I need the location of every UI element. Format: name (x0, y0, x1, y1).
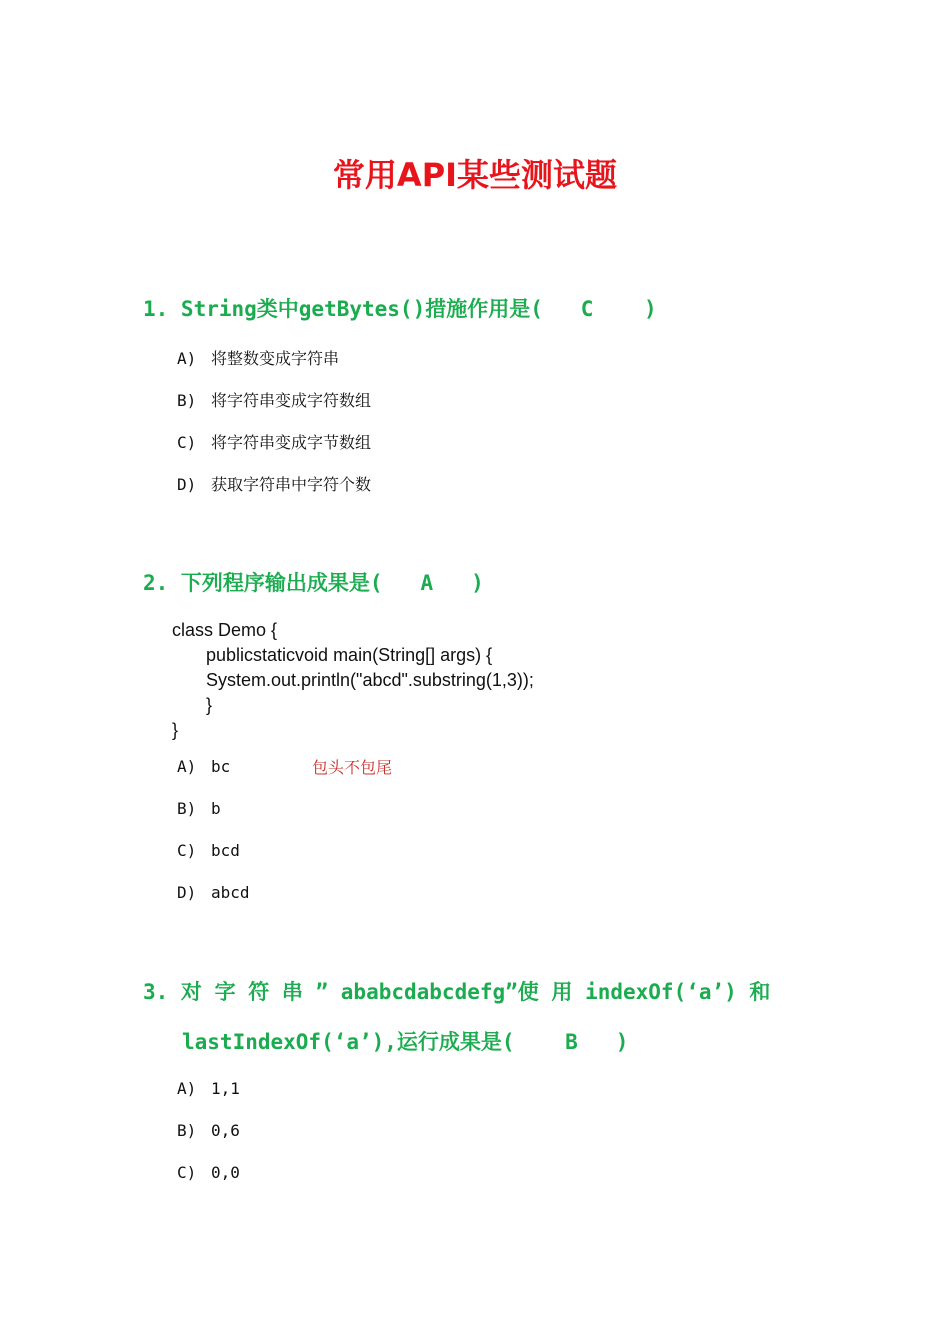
option-key: C) (177, 433, 197, 452)
option-key: D) (177, 883, 197, 902)
option-key: C) (177, 1163, 197, 1182)
question-3-option-c (177, 1163, 240, 1182)
question-3-option-b (177, 1121, 240, 1140)
option-key: B) (177, 391, 197, 410)
option-text: 0,6 (211, 1121, 240, 1140)
option-key: A) (177, 349, 197, 368)
option-text: 将字符串变成字节数组 (211, 433, 372, 452)
option-key: C) (177, 841, 197, 860)
option-text: 1,1 (211, 1079, 240, 1098)
option-text: 0,0 (211, 1163, 240, 1182)
option-key: B) (177, 799, 197, 818)
code-line: System.out.println("abcd".substring(1,3)); (206, 670, 534, 690)
option-text: b (211, 799, 221, 818)
option-text: abcd (211, 883, 250, 902)
question-2-option-d (177, 883, 250, 902)
option-key: A) (177, 757, 197, 776)
option-key: A) (177, 1079, 197, 1098)
page-title: 常用API某些测试题 (332, 156, 618, 194)
question-3-heading-line-2: lastIndexOf(‘a’),运行成果是( B ) (182, 1030, 629, 1054)
question-2-option-c (177, 841, 240, 860)
option-text: bc (211, 757, 231, 776)
question-1-option-a (177, 346, 339, 369)
question-1-option-d (177, 472, 371, 495)
option-text: 将整数变成字符串 (211, 349, 340, 368)
annotation-note: 包头不包尾 (312, 758, 393, 777)
option-text: 将字符串变成字符数组 (211, 391, 372, 410)
question-2-option-a (177, 757, 230, 776)
code-line: } (206, 695, 213, 715)
question-3-option-a (177, 1079, 240, 1098)
question-1-option-b (177, 388, 371, 411)
code-line: } (172, 720, 179, 740)
question-1-heading: 1. String类中getBytes()措施作用是( C ) (143, 297, 657, 321)
option-text: bcd (211, 841, 240, 860)
option-text: 获取字符串中字符个数 (211, 475, 372, 494)
code-line: class Demo { (172, 620, 278, 640)
question-2-option-b (177, 799, 221, 818)
option-key: B) (177, 1121, 197, 1140)
option-key: D) (177, 475, 197, 494)
question-1-option-c (177, 430, 371, 453)
question-3-heading-line-1: 3. 对 字 符 串 ” ababcdabcdefg”使 用 indexOf(‘a’) 和 (143, 980, 771, 1004)
question-2-heading: 2. 下列程序输出成果是( A ) (143, 571, 484, 595)
code-line: publicstaticvoid main(String[] args) { (206, 645, 493, 665)
